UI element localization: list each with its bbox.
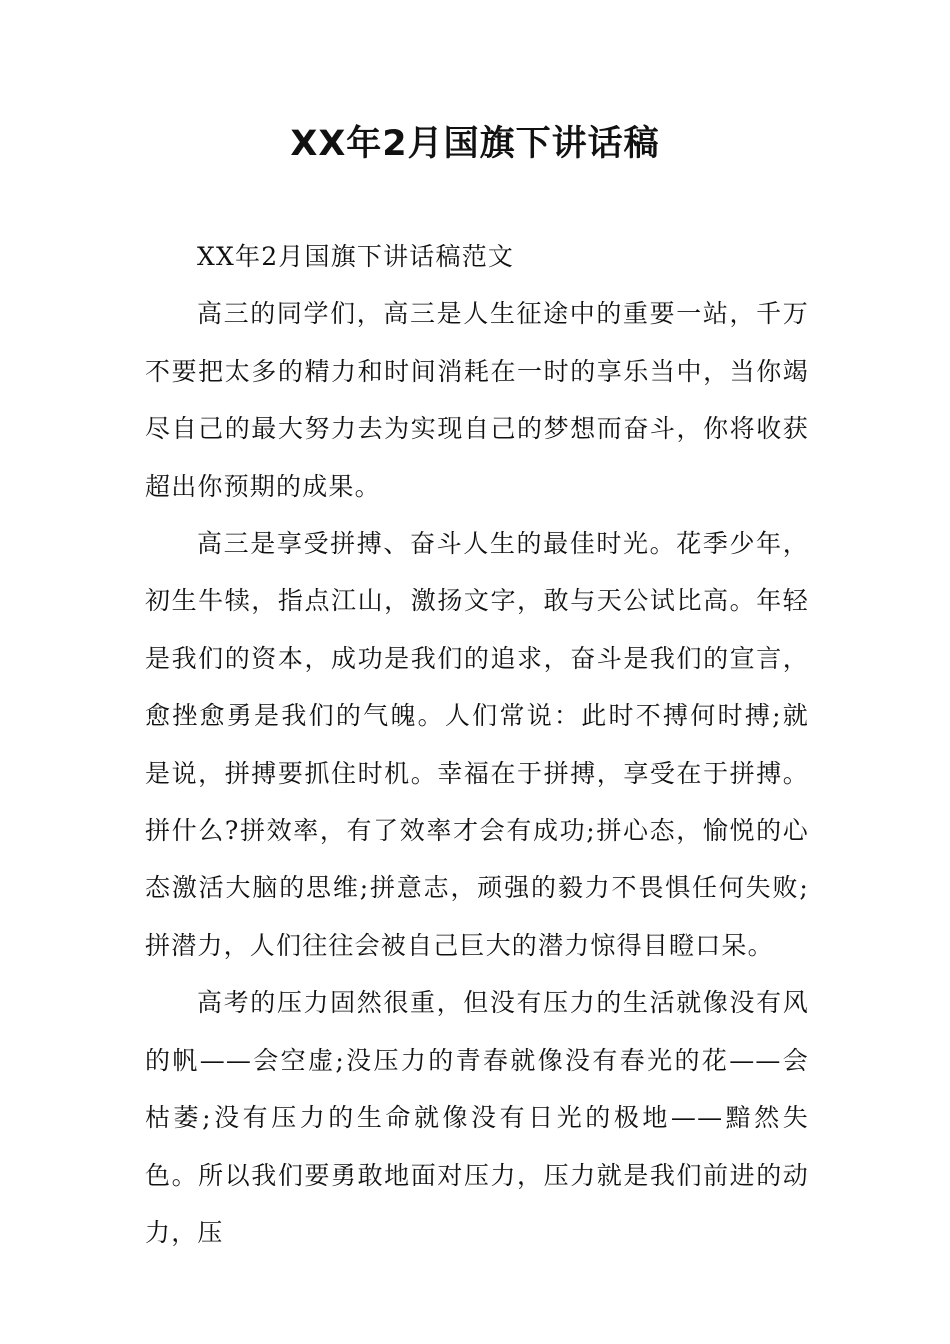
document-title: XX年2月国旗下讲话稿 (290, 124, 660, 164)
document-body (145, 228, 809, 1261)
paragraph: 高考的压力固然很重，但没有压力的生活就像没有风的帆——会空虚;没压力的青春就像没有春光的花——会枯萎;没有压力的生命就像没有日光的极地——黯然失色。所以我们要勇敢地面对压力，压力就是我们前进的动力，压 (145, 988, 809, 1247)
paragraph-subtitle: XX年2月国旗下讲话稿范文 (197, 242, 515, 271)
paragraph: 高三是享受拼搏、奋斗人生的最佳时光。花季少年，初生牛犊，指点江山，激扬文字，敢与天公试比高。年轻是我们的资本，成功是我们的追求，奋斗是我们的宣言，愈挫愈勇是我们的气魄。人们常说：此时不搏何时搏;就是说，拼搏要抓住时机。幸福在于拼搏，享受在于拼搏。拼什么?拼效率，有了效率才会有成功;拼心态，愉悦的心态激活大脑的思维;拼意志，顽强的毅力不畏惧任何失败;拼潜力，人们往往会被自己巨大的潜力惊得目瞪口呆。 (145, 529, 809, 960)
paragraph: 高三的同学们，高三是人生征途中的重要一站，千万不要把太多的精力和时间消耗在一时的享乐当中，当你竭尽自己的最大努力去为实现自己的梦想而奋斗，你将收获超出你预期的成果。 (145, 299, 809, 501)
